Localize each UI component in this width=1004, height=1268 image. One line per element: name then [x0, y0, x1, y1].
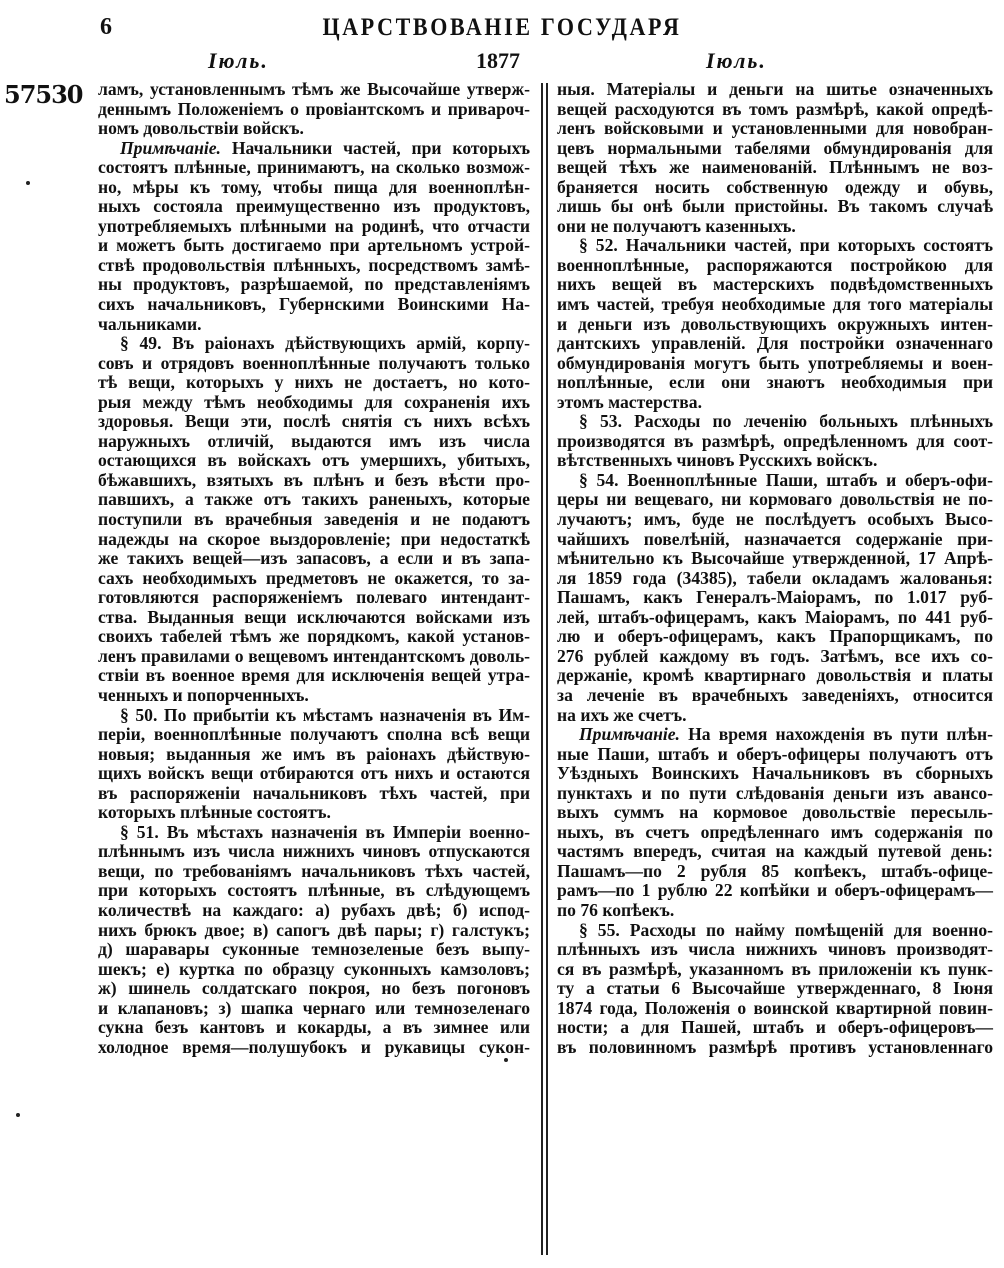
- left-column: [98, 80, 530, 1057]
- text-line: въ распоряженіи начальниковъ тѣхъ частей, при: [98, 782, 530, 803]
- note-label: Примѣчаніе.: [579, 724, 680, 745]
- text-line: тѣ вещи, которыхъ у нихъ не достаетъ, но кото-: [98, 372, 530, 393]
- text-line: цевъ нормальными табелями обмундированія для: [557, 137, 993, 158]
- text-line: ля 1859 года (34385), табели окладамъ жалованья:: [557, 567, 993, 588]
- text-line: наружныхъ отличій, выдаются имъ изъ числа: [98, 430, 530, 451]
- text-line: д) шаравары суконные темнозеленые безъ выпу-: [98, 939, 530, 960]
- text-line: частямъ впередъ, считая на каждый путевой день:: [557, 841, 993, 862]
- month-label-left: Іюль.: [208, 48, 269, 73]
- text-line: вещей расходуются въ томъ размѣрѣ, какой опредѣ-: [557, 98, 993, 119]
- text-line: вещей тѣхъ же наименованій. Плѣннымъ не воз-: [557, 157, 993, 178]
- scan-speck: [26, 181, 30, 185]
- text-line: новыя; выданныя же имъ въ раіонахъ дѣйствую-: [98, 743, 530, 764]
- text-line: и деньги изъ довольствующихъ окружныхъ интен-: [557, 313, 993, 334]
- text-line: лей, штабъ-офицерамъ, какъ Маіорамъ, по 441 руб-: [557, 606, 993, 627]
- text-line: ствѣ продовольствія плѣнныхъ, посредствомъ замѣ-: [98, 254, 530, 275]
- text-line: сукна безъ кантовъ и кокарды, а въ зимнее или: [98, 1017, 530, 1038]
- text-line: ныхъ, въ счетъ опредѣленнаго имъ содержанія по: [557, 821, 993, 842]
- text-line: плѣннымъ изъ числа нижнихъ чиновъ отпускаются: [98, 841, 530, 862]
- text-line: сихъ начальниковъ, Губернскими Воинскими На-: [98, 294, 530, 315]
- text-line: ности; а для Пашей, штабъ и оберъ-офицеровъ—: [557, 1017, 993, 1038]
- text-line: при которыхъ состоятъ плѣнные, въ слѣдующемъ: [98, 880, 530, 901]
- text-line: пунктахъ и по пути слѣдованія деньги изъ авансо-: [557, 782, 993, 803]
- text-line: дантскихъ управленій. Для постройки означеннаго: [557, 333, 993, 354]
- text-line: ства. Выданныя вещи исключаются войсками изъ: [98, 606, 530, 627]
- text-line: Примѣчаніе. Начальники частей, при которыхъ: [120, 137, 530, 158]
- text-line: ж) шинель солдатскаго покроя, но безъ погоновъ: [98, 978, 530, 999]
- month-label-right: Іюль.: [706, 48, 767, 73]
- text-line: остающихся въ войскахъ отъ умершихъ, убитыхъ,: [98, 450, 530, 471]
- text-line: деннымъ Положеніемъ о провіантскомъ и привароч-: [98, 98, 530, 119]
- text-line: по 76 копѣекъ.: [557, 899, 675, 920]
- text-line: ченныхъ и попорченныхъ.: [98, 684, 309, 705]
- text-line: обмундированія могутъ быть употребляемы и воен-: [557, 352, 993, 373]
- text-line: браняется носить собственную одежду и обувь,: [557, 176, 993, 197]
- text-line: рамъ—по 1 рублю 22 копѣйки и оберъ-офицерамъ—: [557, 880, 993, 901]
- text-line: шекъ; е) куртка по образцу суконныхъ камзоловъ;: [98, 958, 530, 979]
- text-line: готовляются распоряженіемъ полеваго интендант-: [98, 587, 530, 608]
- text-line: ствіи въ военное время для исключенія вещей утра-: [98, 665, 530, 686]
- text-line: § 49. Въ раіонахъ дѣйствующихъ армій, корпу-: [120, 333, 530, 354]
- text-line: ны продуктовъ, разрѣшаемой, по представленіямъ: [98, 274, 530, 295]
- running-title: ЦАРСТВОВАНІЕ ГОСУДАРЯ: [322, 14, 682, 41]
- text-line: 1874 года, Положенія о воинской квартирной повин-: [557, 997, 993, 1018]
- text-line: своихъ табелей тѣмъ же порядкомъ, какой установ-: [98, 626, 530, 647]
- text-line: производятся въ размѣрѣ, опредѣленномъ для соот-: [557, 430, 993, 451]
- text-line: номъ довольствіи войскъ.: [98, 118, 304, 139]
- text-line: ламъ, установленнымъ тѣмъ же Высочайше утверж-: [98, 79, 530, 99]
- text-line: въ половинномъ размѣрѣ противъ установленнаго: [557, 1036, 993, 1057]
- text-line: они не получаютъ казенныхъ.: [557, 215, 796, 236]
- page-number: 6: [100, 14, 112, 40]
- text-line: лучаютъ; имъ, буде не послѣдуетъ особыхъ Высо-: [557, 509, 993, 530]
- text-line: нихъ вещей въ мастерскихъ подвѣдомственныхъ: [557, 274, 993, 295]
- column-divider-rule: [546, 83, 548, 1255]
- text-line: поступили въ врачебныя заведенія и не подаютъ: [98, 509, 530, 530]
- text-line: ноплѣнные, если они знаютъ необходимыя при: [557, 372, 993, 393]
- text-line: совъ и отрядовъ военноплѣнные получаютъ только: [98, 352, 530, 373]
- text-line: чайшихъ повелѣній, назначается содержаніе при-: [557, 528, 993, 549]
- text-line: и можетъ быть достигаемо при артельномъ устрой-: [98, 235, 530, 256]
- text-line: 276 рублей каждому въ годъ. Затѣмъ, все ихъ со-: [557, 645, 993, 666]
- text-line: Пашамъ, какъ Генералъ-Маіорамъ, по 1.017 руб-: [557, 587, 993, 608]
- text-line: § 50. По прибытіи къ мѣстамъ назначенія въ Им-: [120, 704, 530, 725]
- text-line: періи, военноплѣнные получаютъ сполна всѣ вещи: [98, 724, 530, 745]
- text-line: имъ частей, требуя необходимые для того матеріалы: [557, 294, 993, 315]
- text-line: рыя между тѣмъ необходимы для сохраненія ихъ: [98, 391, 530, 412]
- note-label: Примѣчаніе.: [120, 137, 221, 158]
- text-line: и клапановъ; з) шапка чернаго или темнозеленаго: [98, 997, 530, 1018]
- text-line: § 51. Въ мѣстахъ назначенія въ Имперіи военно-: [120, 821, 530, 842]
- text-line: выхъ суммъ на кормовое довольствіе пересыль-: [557, 802, 993, 823]
- law-number: 57530: [4, 80, 83, 109]
- text-line: § 55. Расходы по найму помѣщеній для военно-: [579, 919, 993, 940]
- text-line: сахъ необходимыхъ предметовъ не окажется, то за-: [98, 567, 530, 588]
- text-line: за леченіе въ врачебныхъ заведеніяхъ, относится: [557, 684, 993, 705]
- text-line: надежды на скорое выздоровленіе; при недостаткѣ: [98, 528, 530, 549]
- text-line: § 54. Военноплѣнные Паши, штабъ и оберъ-офи-: [579, 469, 993, 490]
- text-line: лю и оберъ-офицерамъ, какъ Прапорщикамъ, по: [557, 626, 993, 647]
- text-line: лишь бы онѣ были пристойны. Въ такомъ случаѣ: [557, 196, 993, 217]
- text-line: Примѣчаніе. На время нахожденія въ пути плѣн-: [579, 724, 993, 745]
- text-line: ленъ войсковыми и установленными для новобран-: [557, 118, 993, 139]
- text-line: вѣтственныхъ чиновъ Русскихъ войскъ.: [557, 450, 878, 471]
- text-line: Пашамъ—по 2 рубля 85 копѣекъ, штабъ-офице-: [557, 860, 993, 881]
- text-line: количествѣ на каждаго: а) рубахъ двѣ; б) испод-: [98, 899, 530, 920]
- scan-speck: [504, 1058, 508, 1062]
- text-line: вещи, по требованіямъ начальниковъ тѣхъ частей,: [98, 860, 530, 881]
- text-line: же такихъ вещей—изъ запасовъ, а если и въ запа-: [98, 548, 530, 569]
- text-line: употребляемыхъ плѣнными на родинѣ, что отчасти: [98, 215, 530, 236]
- text-line: плѣнныхъ изъ числа нижнихъ чиновъ производят-: [557, 939, 993, 960]
- text-line: этомъ мастерства.: [557, 391, 702, 412]
- right-column: [557, 80, 993, 1057]
- text-line: щихъ войскъ вещи отбираются отъ нихъ и остаются: [98, 763, 530, 784]
- text-line: чальниками.: [98, 313, 202, 334]
- text-line: церы ни вещеваго, ни кормоваго довольствія не по-: [557, 489, 993, 510]
- scan-speck: [16, 1113, 20, 1117]
- text-line: здоровья. Вещи эти, послѣ снятія съ нихъ всѣхъ: [98, 411, 530, 432]
- text-line: военноплѣнные, распоряжаются постройкою для: [557, 254, 993, 275]
- text-line: ту а статьи 6 Высочайше утвержденнаго, 8 Іюня: [557, 978, 993, 999]
- text-line: § 52. Начальники частей, при которыхъ состоятъ: [579, 235, 993, 256]
- text-line: ныхъ состояла преимущественно изъ продуктовъ,: [98, 196, 530, 217]
- text-line: мѣнительно къ Высочайше утвержденной, 17 Апрѣ-: [557, 548, 993, 569]
- year-label: 1877: [476, 48, 520, 73]
- text-line: Уѣздныхъ Воинскихъ Начальниковъ въ сборныхъ: [557, 763, 993, 784]
- text-line: ленъ правилами о вещевомъ интендантскомъ доволь-: [98, 645, 530, 666]
- text-line: которыхъ плѣнные состоятъ.: [98, 802, 331, 823]
- text-line: § 53. Расходы по леченію больныхъ плѣнныхъ: [579, 411, 993, 432]
- text-line: ные Паши, штабъ и оберъ-офицеры получаютъ отъ: [557, 743, 993, 764]
- text-line: нихъ брюкъ двое; в) сапогъ двѣ пары; г) галстукъ;: [98, 919, 530, 940]
- text-line: но, мѣры къ тому, чтобы пища для военноплѣн-: [98, 176, 530, 197]
- text-line: ныя. Матеріалы и деньги на шитье означенныхъ: [557, 79, 993, 99]
- text-line: бѣжавшихъ, взятыхъ въ плѣнъ и безъ вѣсти про-: [98, 469, 530, 490]
- text-line: ся въ размѣрѣ, указанномъ въ приложеніи къ пунк-: [557, 958, 993, 979]
- text-line: держаніе, кромѣ квартирнаго довольствія и платы: [557, 665, 993, 686]
- column-divider-rule: [541, 83, 543, 1255]
- text-line: холодное время—полушубокъ и рукавицы сукон-: [98, 1036, 530, 1057]
- text-line: состоятъ плѣнные, принимаютъ, на сколько возмож-: [98, 157, 530, 178]
- text-line: на ихъ же счетъ.: [557, 704, 687, 725]
- text-line: павшихъ, а также отъ такихъ раненыхъ, которые: [98, 489, 530, 510]
